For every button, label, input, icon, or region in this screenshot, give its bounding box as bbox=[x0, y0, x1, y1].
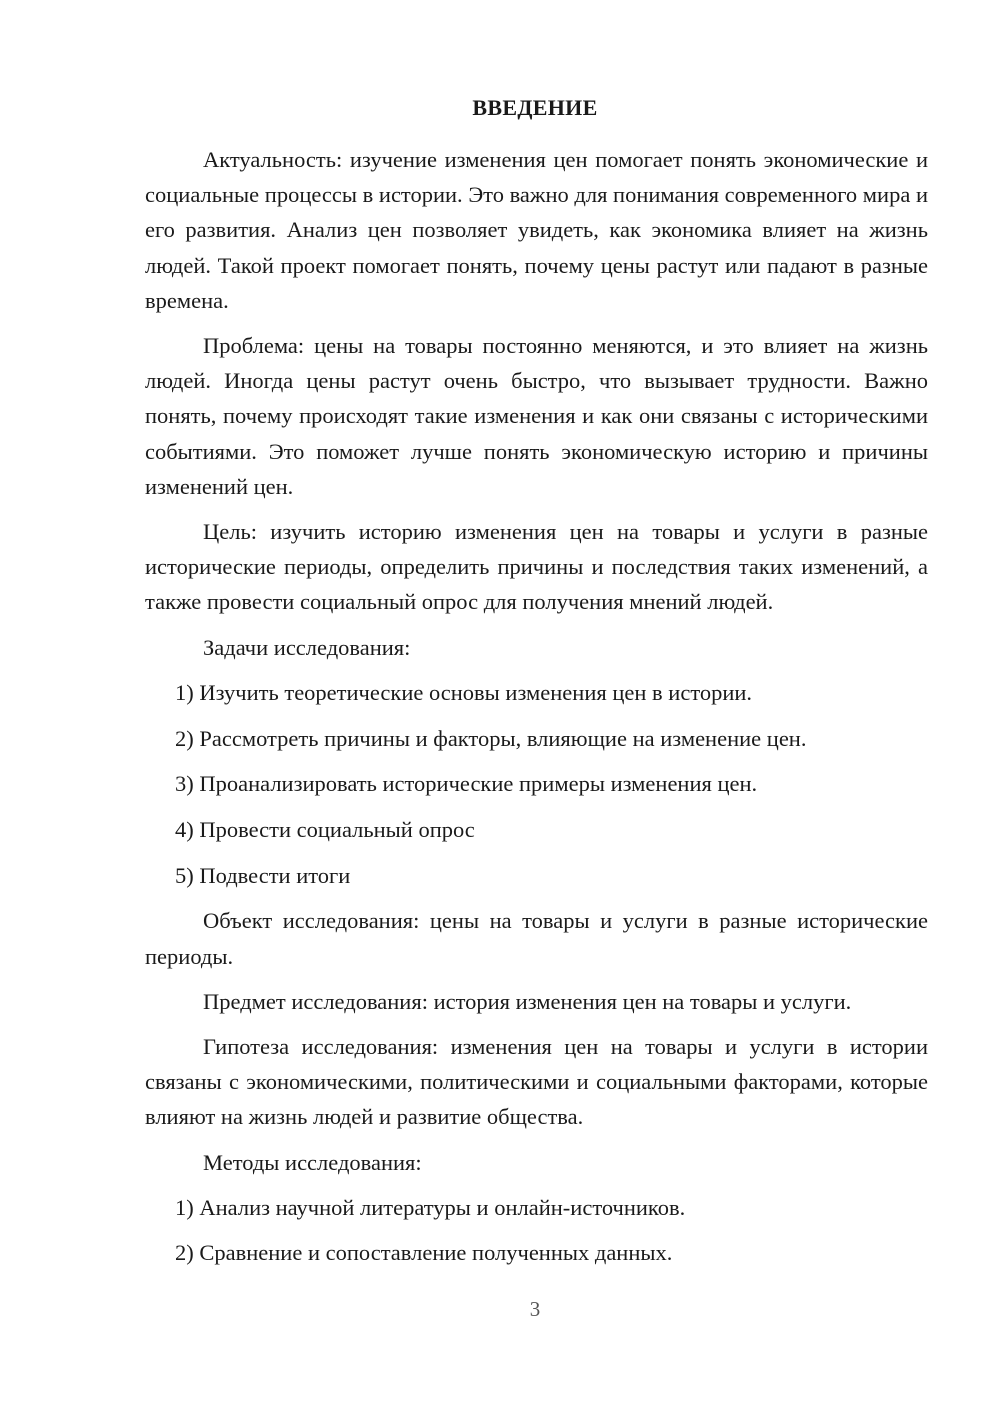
task-item: 1) Изучить теоретические основы изменения цен в истории. bbox=[175, 679, 753, 705]
subject-paragraph: Предмет исследования: история изменения цен на товары и услуги. bbox=[203, 988, 852, 1014]
body-text bbox=[145, 142, 928, 1281]
hypothesis-paragraph: Гипотеза исследования: изменения цен на товары и услуги в истории связаны с экономическими, политическими и социальными факторами, которые влияют на жизнь людей и развитие общества. bbox=[145, 1033, 928, 1130]
task-item: 2) Рассмотреть причины и факторы, влияющие на изменение цен. bbox=[175, 725, 807, 751]
page-number: 3 bbox=[529, 1297, 541, 1321]
page-heading: ВВЕДЕНИЕ bbox=[472, 95, 598, 120]
method-item: 2) Сравнение и сопоставление полученных данных. bbox=[175, 1240, 673, 1266]
goal-paragraph: Цель: изучить историю изменения цен на товары и услуги в разные исторические периоды, определить причины и последствия таких изменений, а также провести социальный опрос для получения мнений людей. bbox=[145, 519, 928, 615]
methods-title: Методы исследования: bbox=[203, 1149, 422, 1175]
tasks-title: Задачи исследования: bbox=[203, 634, 411, 660]
relevance-paragraph: Актуальность: изучение изменения цен помогает понять экономические и социальные процессы в истории. Это важно для понимания современного мира и его развития. Анализ цен позволяет увидеть, как экономика влияет на жизнь людей. Такой проект помогает понять, почему цены растут или падают в разные времена. bbox=[145, 147, 928, 313]
problem-paragraph: Проблема: цены на товары постоянно меняются, и это влияет на жизнь людей. Иногда цены растут очень быстро, что вызывает трудности. Важно понять, почему происходят такие изменения и как они связаны с историческими событиями. Это поможет лучше понять экономическую историю и причины изменений цен. bbox=[145, 333, 928, 499]
object-paragraph: Объект исследования: цены на товары и услуги в разные исторические периоды. bbox=[145, 908, 928, 969]
task-item: 3) Проанализировать исторические примеры изменения цен. bbox=[175, 771, 758, 797]
method-item: 1) Анализ научной литературы и онлайн-источников. bbox=[175, 1194, 686, 1220]
task-item: 5) Подвести итоги bbox=[175, 862, 351, 888]
tasks-list bbox=[145, 675, 928, 893]
methods-list bbox=[145, 1190, 928, 1271]
task-item: 4) Провести социальный опрос bbox=[175, 816, 475, 842]
